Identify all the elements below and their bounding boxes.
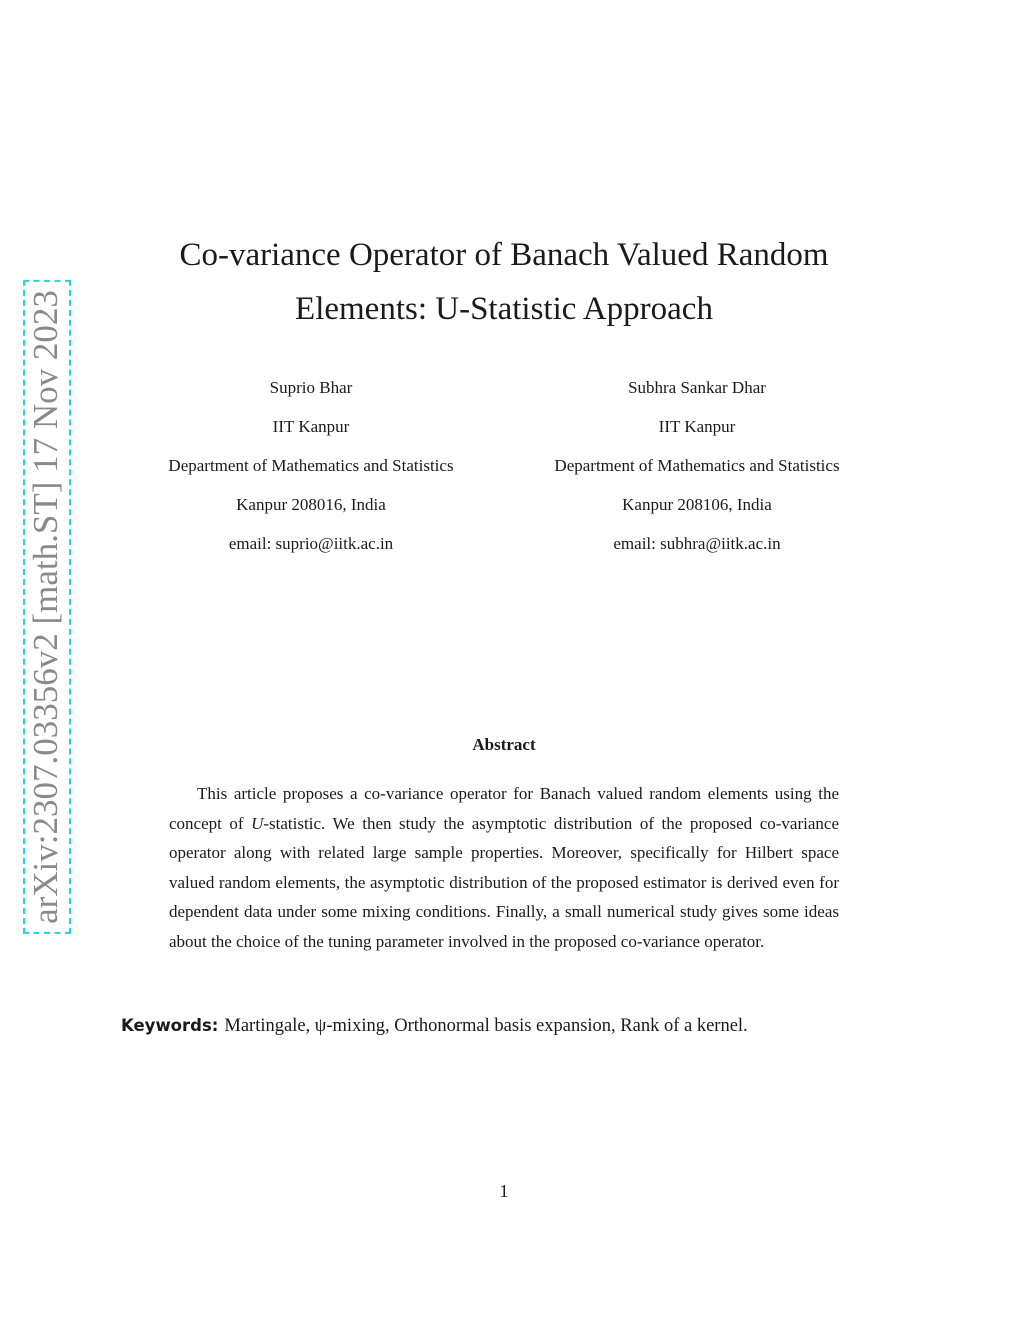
author-address: Kanpur 208016, India [236,495,386,514]
author-email: email: suprio@iitk.ac.in [228,534,394,553]
author-block-2 [496,368,898,563]
keywords-text: Martingale, ψ-mixing, Orthonormal basis expansion, Rank of a kernel. [224,1016,748,1036]
author-institution: IIT Kanpur [658,417,736,436]
abstract-text [169,779,839,956]
keywords-label: Keywords: [121,1016,219,1035]
author-institution: IIT Kanpur [272,417,350,436]
author-address: Kanpur 208106, India [622,495,772,514]
author-department: Department of Mathematics and Statistics [168,456,454,475]
keywords-line [121,1016,891,1037]
arxiv-identifier-stamp[interactable]: arXiv:2307.03356v2 [math.ST] 17 Nov 2023 [23,280,71,934]
math-symbol-u: U [251,813,264,833]
author-name: Subhra Sankar Dhar [628,378,766,397]
abstract-text-part-2: -statistic. We then study the asymptotic distribution of the proposed co-variance operator along with related large sample properties. Moreover, specifically for Hilbert space valued random elements, the asymptotic distribution of the proposed estimator is derived even for dependent data under some mixing conditions. Finally, a small numerical study gives some ideas about the choice of the tuning parameter involved in the proposed co-variance operator. [169,813,839,951]
author-email: email: subhra@iitk.ac.in [613,534,781,553]
paper-title-line-2: Elements: U-Statistic Approach [295,291,713,327]
paper-title-line-1: Co-variance Operator of Banach Valued Random [179,237,829,273]
author-block-1 [110,368,512,563]
abstract-text-part-1: This article proposes a co-variance operator for Banach valued random elements using the concept of [169,784,839,833]
author-department: Department of Mathematics and Statistics [554,456,840,475]
paper-title [120,228,888,336]
author-name: Suprio Bhar [269,378,353,397]
abstract-heading: Abstract [472,735,536,754]
page-number: 1 [499,1181,509,1201]
